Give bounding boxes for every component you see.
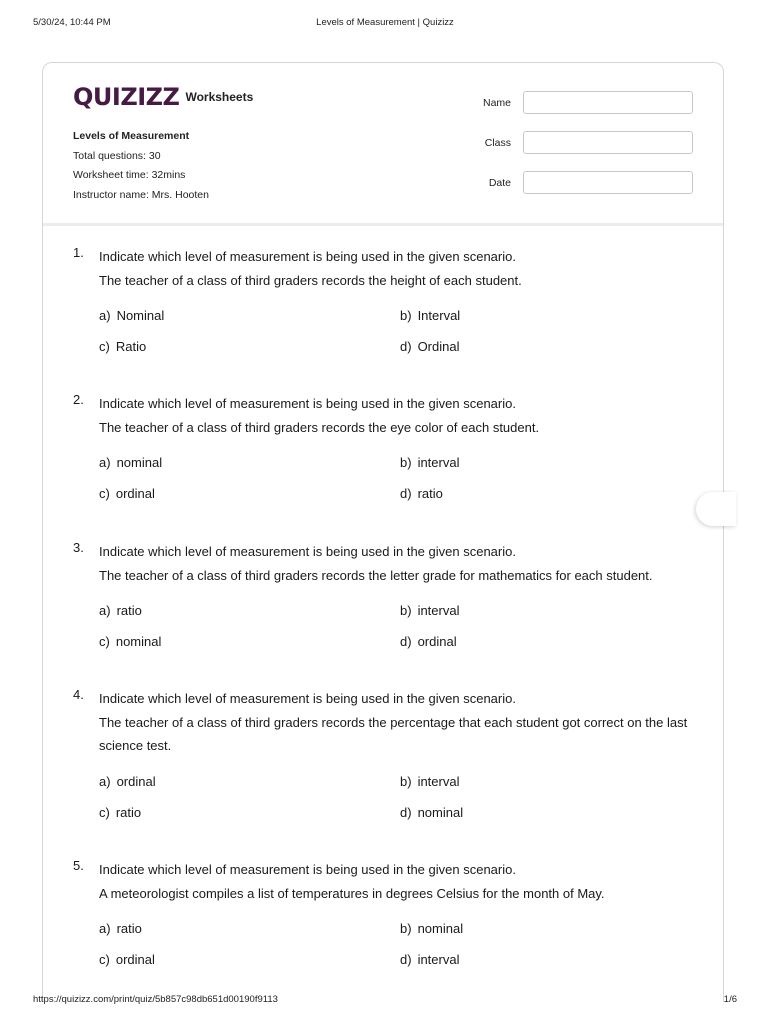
question-text bbox=[99, 392, 703, 439]
date-label: Date bbox=[488, 176, 511, 189]
question-text bbox=[99, 245, 703, 292]
answer-options bbox=[99, 921, 703, 976]
option-text: Interval bbox=[417, 308, 461, 323]
question-text bbox=[99, 540, 703, 587]
question-scenario: A meteorologist compiles a list of temperatures in degrees Celsius for the month of May. bbox=[99, 885, 605, 901]
question-number: 4. bbox=[73, 687, 84, 702]
question-prompt: Indicate which level of measurement is being used in the given scenario. bbox=[99, 396, 516, 411]
print-header bbox=[33, 17, 737, 31]
option-c[interactable] bbox=[99, 339, 146, 354]
option-b[interactable] bbox=[400, 455, 459, 470]
class-field[interactable] bbox=[523, 131, 693, 154]
option-text: Ordinal bbox=[417, 339, 460, 354]
option-letter: d) bbox=[400, 804, 412, 820]
print-url: https://quizizz.com/print/quiz/5b857c98db651d00190f9113 bbox=[33, 994, 278, 1005]
question-prompt: Indicate which level of measurement is being used in the given scenario. bbox=[99, 862, 516, 877]
option-b[interactable] bbox=[400, 603, 459, 618]
class-label: Class bbox=[484, 136, 511, 149]
question-number: 3. bbox=[73, 540, 84, 555]
question-5 bbox=[73, 858, 703, 976]
option-d[interactable] bbox=[400, 952, 459, 967]
question-4 bbox=[73, 687, 703, 829]
question-number: 5. bbox=[73, 858, 84, 873]
question-scenario: The teacher of a class of third graders records the letter grade for mathematics for each student. bbox=[99, 567, 653, 583]
option-letter: c) bbox=[99, 339, 110, 354]
option-letter: a) bbox=[99, 308, 111, 323]
option-text: nominal bbox=[115, 634, 162, 649]
option-letter: c) bbox=[99, 634, 110, 649]
option-d[interactable] bbox=[400, 634, 457, 649]
option-text: nominal bbox=[116, 455, 163, 470]
option-text: ratio bbox=[116, 603, 142, 618]
option-d[interactable] bbox=[400, 486, 443, 501]
option-a[interactable] bbox=[99, 921, 142, 936]
worksheet-title: Levels of Measurement bbox=[73, 130, 190, 142]
option-text: Ratio bbox=[115, 339, 147, 354]
worksheet-meta bbox=[73, 127, 209, 205]
option-c[interactable] bbox=[99, 634, 161, 649]
question-scenario: The teacher of a class of third graders records the eye color of each student. bbox=[99, 419, 540, 435]
option-text: interval bbox=[417, 455, 460, 470]
question-prompt: Indicate which level of measurement is being used in the given scenario. bbox=[99, 249, 516, 264]
option-c[interactable] bbox=[99, 805, 141, 820]
class-row bbox=[456, 131, 693, 154]
date-field[interactable] bbox=[523, 171, 693, 194]
option-letter: b) bbox=[400, 603, 412, 618]
option-d[interactable] bbox=[400, 339, 459, 354]
answer-options bbox=[99, 455, 703, 510]
option-a[interactable] bbox=[99, 603, 142, 618]
question-3 bbox=[73, 540, 703, 658]
option-letter: b) bbox=[400, 773, 412, 789]
option-letter: d) bbox=[400, 634, 412, 649]
option-text: Nominal bbox=[116, 308, 165, 323]
total-questions: Total questions: 30 bbox=[73, 149, 161, 162]
option-b[interactable] bbox=[400, 921, 463, 936]
option-a[interactable] bbox=[99, 308, 164, 323]
option-text: ordinal bbox=[115, 952, 155, 967]
option-letter: b) bbox=[400, 308, 412, 323]
name-row bbox=[456, 91, 693, 114]
quizizz-logo: QUIZIZZ bbox=[73, 83, 180, 111]
question-number: 2. bbox=[73, 392, 84, 407]
name-field[interactable] bbox=[523, 91, 693, 114]
option-a[interactable] bbox=[99, 455, 162, 470]
option-a[interactable] bbox=[99, 774, 156, 789]
question-number: 1. bbox=[73, 245, 84, 260]
option-letter: b) bbox=[400, 921, 412, 936]
option-c[interactable] bbox=[99, 486, 155, 501]
option-c[interactable] bbox=[99, 952, 155, 967]
option-letter: d) bbox=[400, 339, 412, 354]
option-letter: d) bbox=[400, 952, 412, 967]
date-row bbox=[456, 171, 693, 194]
print-title: Levels of Measurement | Quizizz bbox=[316, 17, 454, 28]
option-text: ratio bbox=[116, 921, 142, 936]
question-2 bbox=[73, 392, 703, 510]
worksheet-sheet bbox=[42, 62, 724, 1002]
question-scenario: The teacher of a class of third graders records the percentage that each student got correct on the last science test. bbox=[99, 714, 688, 753]
option-letter: c) bbox=[99, 486, 110, 501]
option-b[interactable] bbox=[400, 774, 459, 789]
name-label: Name bbox=[482, 96, 511, 109]
option-text: ordinal bbox=[417, 634, 457, 649]
option-text: nominal bbox=[417, 804, 464, 820]
option-text: interval bbox=[417, 952, 460, 967]
option-letter: a) bbox=[99, 603, 111, 618]
option-text: ordinal bbox=[116, 773, 156, 789]
option-text: ordinal bbox=[115, 486, 155, 501]
question-text bbox=[99, 858, 703, 905]
print-date: 5/30/24, 10:44 PM bbox=[33, 17, 111, 28]
option-letter: a) bbox=[99, 773, 111, 789]
option-letter: a) bbox=[99, 921, 111, 936]
option-letter: b) bbox=[400, 455, 412, 470]
option-b[interactable] bbox=[400, 308, 460, 323]
worksheets-label: Worksheets bbox=[185, 90, 254, 104]
option-letter: d) bbox=[400, 486, 412, 501]
worksheet-header bbox=[43, 63, 723, 226]
option-letter: c) bbox=[99, 804, 110, 820]
option-text: ratio bbox=[115, 804, 142, 820]
worksheet-time: Worksheet time: 32mins bbox=[73, 169, 186, 181]
option-text: nominal bbox=[417, 921, 464, 936]
side-scroll-tab[interactable] bbox=[696, 492, 736, 526]
answer-options bbox=[99, 774, 703, 829]
question-scenario: The teacher of a class of third graders records the height of each student. bbox=[99, 272, 522, 288]
question-text bbox=[99, 687, 703, 758]
option-text: interval bbox=[417, 773, 460, 789]
option-text: ratio bbox=[417, 486, 443, 501]
question-prompt: Indicate which level of measurement is being used in the given scenario. bbox=[99, 691, 516, 706]
question-prompt: Indicate which level of measurement is being used in the given scenario. bbox=[99, 544, 516, 559]
page-number: 1/6 bbox=[723, 994, 737, 1005]
option-letter: a) bbox=[99, 455, 111, 470]
option-text: interval bbox=[417, 603, 460, 618]
question-1 bbox=[73, 245, 703, 363]
option-d[interactable] bbox=[400, 805, 463, 820]
brand bbox=[73, 85, 253, 109]
instructor-name: Instructor name: Mrs. Hooten bbox=[73, 188, 209, 201]
answer-options bbox=[99, 308, 703, 363]
answer-options bbox=[99, 603, 703, 658]
option-letter: c) bbox=[99, 952, 110, 967]
